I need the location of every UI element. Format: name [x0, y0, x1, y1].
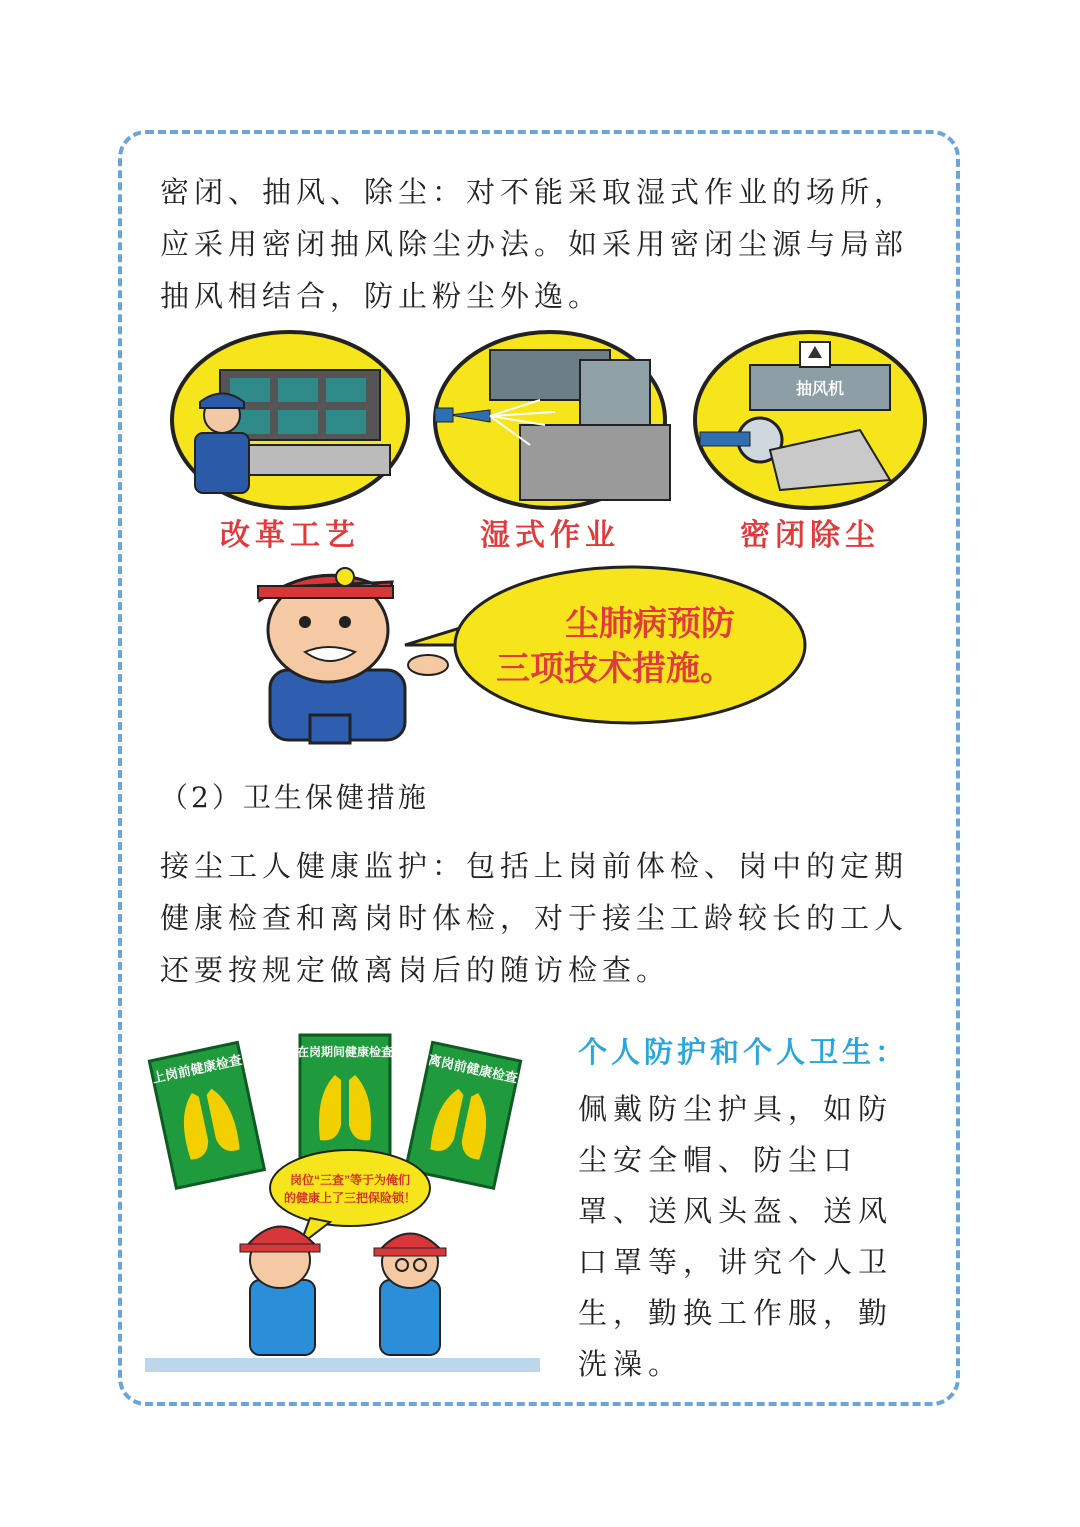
illustration-three-checks [140, 1030, 540, 1380]
circle-sealed-dust-removal [695, 332, 925, 508]
section-heading-health-measures: （2）卫生保健措施 [160, 781, 429, 814]
exhaust-fan-label: 抽风机 [795, 381, 845, 398]
svg-text:的健康上了三把保险锁！: 的健康上了三把保险锁！ [283, 1191, 417, 1205]
circle-wet-operation [435, 332, 670, 508]
personal-protection-body: 佩戴防尘护具，如防尘安全帽、防尘口罩、送风头盔、送风口罩等，讲究个人卫生，勤换工作服，勤洗澡。 [578, 1092, 894, 1381]
svg-text:上岗前健康检查: 上岗前健康检查 [150, 1052, 244, 1086]
speech-line-2: 三项技术措施。 [496, 650, 734, 688]
board-pre-job-check [149, 1042, 265, 1188]
circle-reform-process [172, 332, 408, 508]
caption-reform-process: 改革工艺 [220, 518, 360, 553]
board-pre-departure-check [405, 1042, 521, 1188]
worker-cartoon [258, 568, 448, 743]
svg-text:岗位“三查”等于为俺们: 岗位“三查”等于为俺们 [289, 1173, 411, 1187]
illustration-technical-measures [160, 330, 940, 750]
worker-right-cartoon [374, 1234, 446, 1356]
paragraph-health-monitoring: 接尘工人健康监护：包括上岗前体检、岗中的定期健康检查和离岗时体检，对于接尘工龄较长的工人还要按规定做离岗后的随访检查。 [160, 849, 909, 987]
speech-line-1: 尘肺病预防 [565, 605, 735, 643]
caption-sealed-dust-removal: 密闭除尘 [740, 518, 880, 553]
speech-bubble-three-measures [405, 567, 805, 723]
svg-text:离岗前健康检查: 离岗前健康检查 [426, 1052, 520, 1086]
paragraph-dust-control: 密闭、抽风、除尘：对不能采取湿式作业的场所，应采用密闭抽风除尘办法。如采用密闭尘源与局部抽风相结合，防止粉尘外逸。 [160, 175, 909, 313]
svg-text:在岗期间健康检查: 在岗期间健康检查 [296, 1045, 394, 1059]
board-on-job-check [297, 1035, 393, 1165]
caption-wet-operation: 湿式作业 [480, 518, 620, 553]
personal-protection-title: 个人防护和个人卫生： [578, 1035, 909, 1069]
worker-left-cartoon [240, 1227, 320, 1356]
